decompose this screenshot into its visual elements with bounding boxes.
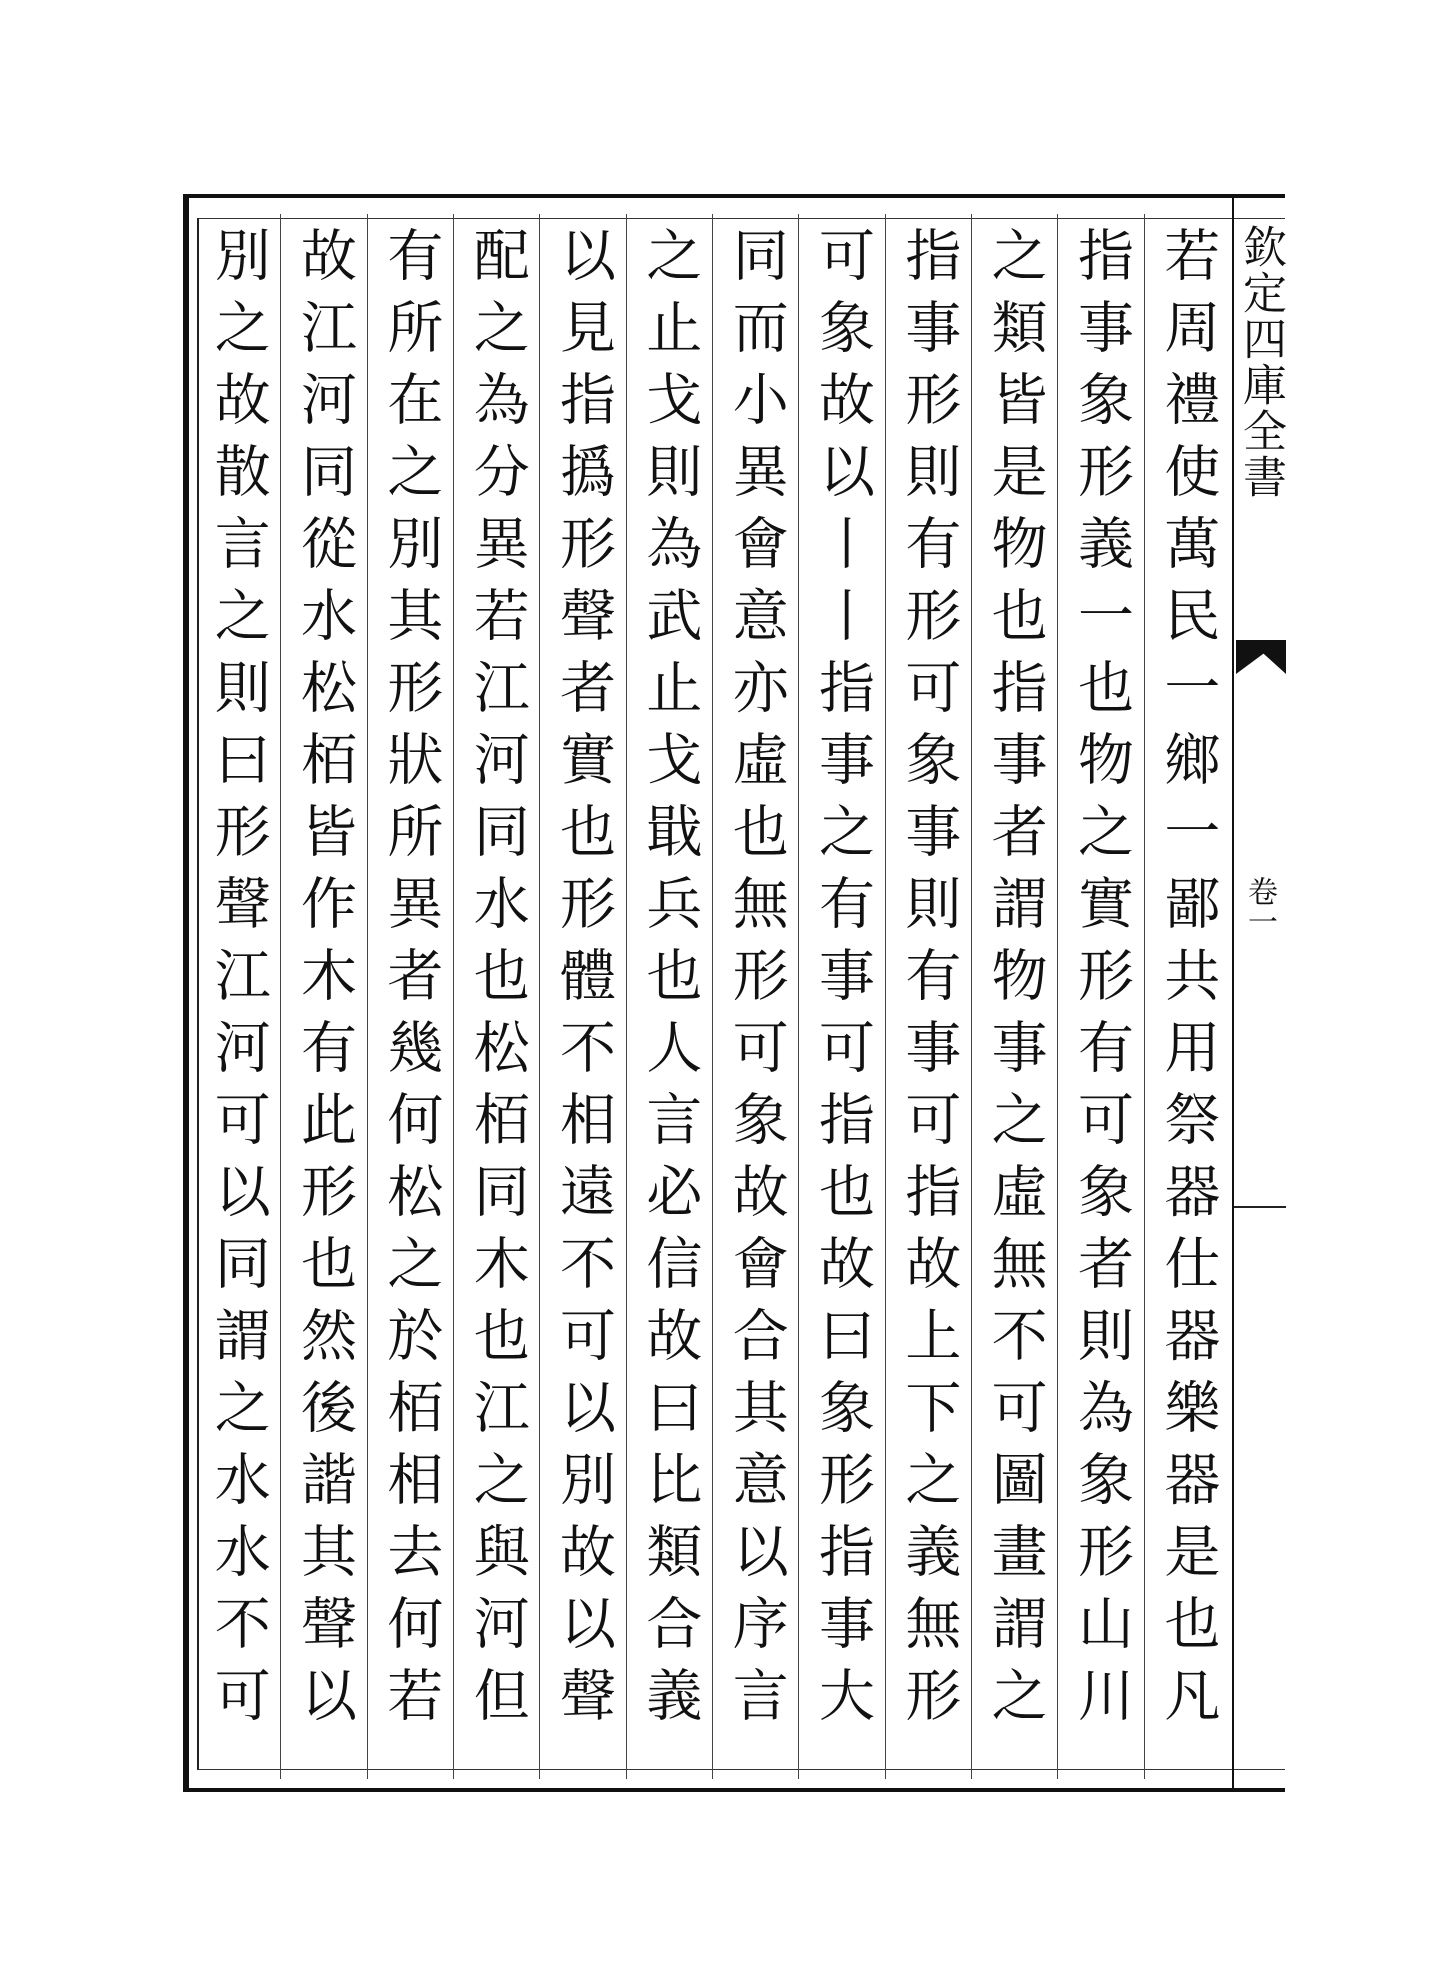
- column-text: 以見指撝形聲者實也形體不相遠不可以別故以聲: [551, 226, 617, 1738]
- column-text: 同而小異會意亦虛也無形可象故會合其意以序言: [723, 226, 789, 1738]
- column-text: 指事形則有形可象事則有事可指故上下之義無形: [896, 226, 962, 1738]
- text-column: [539, 214, 625, 1779]
- column-text: 可象故以丨丨指事之有事可指也故曰象形指事大: [810, 226, 876, 1738]
- text-column: [367, 214, 453, 1779]
- text-column: [626, 214, 712, 1779]
- text-column: [280, 214, 366, 1779]
- column-text: 之類皆是物也指事者謂物事之虛無不可圖畫謂之: [982, 226, 1048, 1738]
- text-column: [885, 214, 971, 1779]
- text-columns: [195, 214, 1230, 1779]
- text-column: [1144, 214, 1230, 1779]
- column-text: 若周禮使萬民一鄉一鄙共用祭器仕器樂器是也凡: [1155, 226, 1221, 1738]
- margin-divider: [1234, 1206, 1286, 1208]
- margin-strip: [1232, 196, 1286, 1790]
- column-text: 故江河同從水松栢皆作木有此形也然後諧其聲以: [292, 226, 358, 1738]
- volume-label: 卷一: [1242, 876, 1277, 936]
- book-title: 欽定四庫全書: [1235, 224, 1286, 500]
- column-text: 別之故散言之則曰形聲江河可以同謂之水水不可: [205, 226, 271, 1738]
- column-text: 有所在之別其形狀所異者幾何松之於栢相去何若: [378, 226, 444, 1738]
- fish-tail-mark-icon: [1236, 640, 1286, 674]
- text-column: [453, 214, 539, 1779]
- text-column: [1057, 214, 1143, 1779]
- column-text: 配之為分異若江河同水也松栢同木也江之與河但: [464, 226, 530, 1738]
- column-text: 之止戈則為武止戈戢兵也人言必信故曰比類合義: [637, 226, 703, 1738]
- text-column: [195, 214, 280, 1779]
- text-column: [798, 214, 884, 1779]
- column-text: 指事象形義一也物之實形有可象者則為象形山川: [1069, 226, 1134, 1738]
- text-column: [712, 214, 798, 1779]
- text-column: [971, 214, 1057, 1779]
